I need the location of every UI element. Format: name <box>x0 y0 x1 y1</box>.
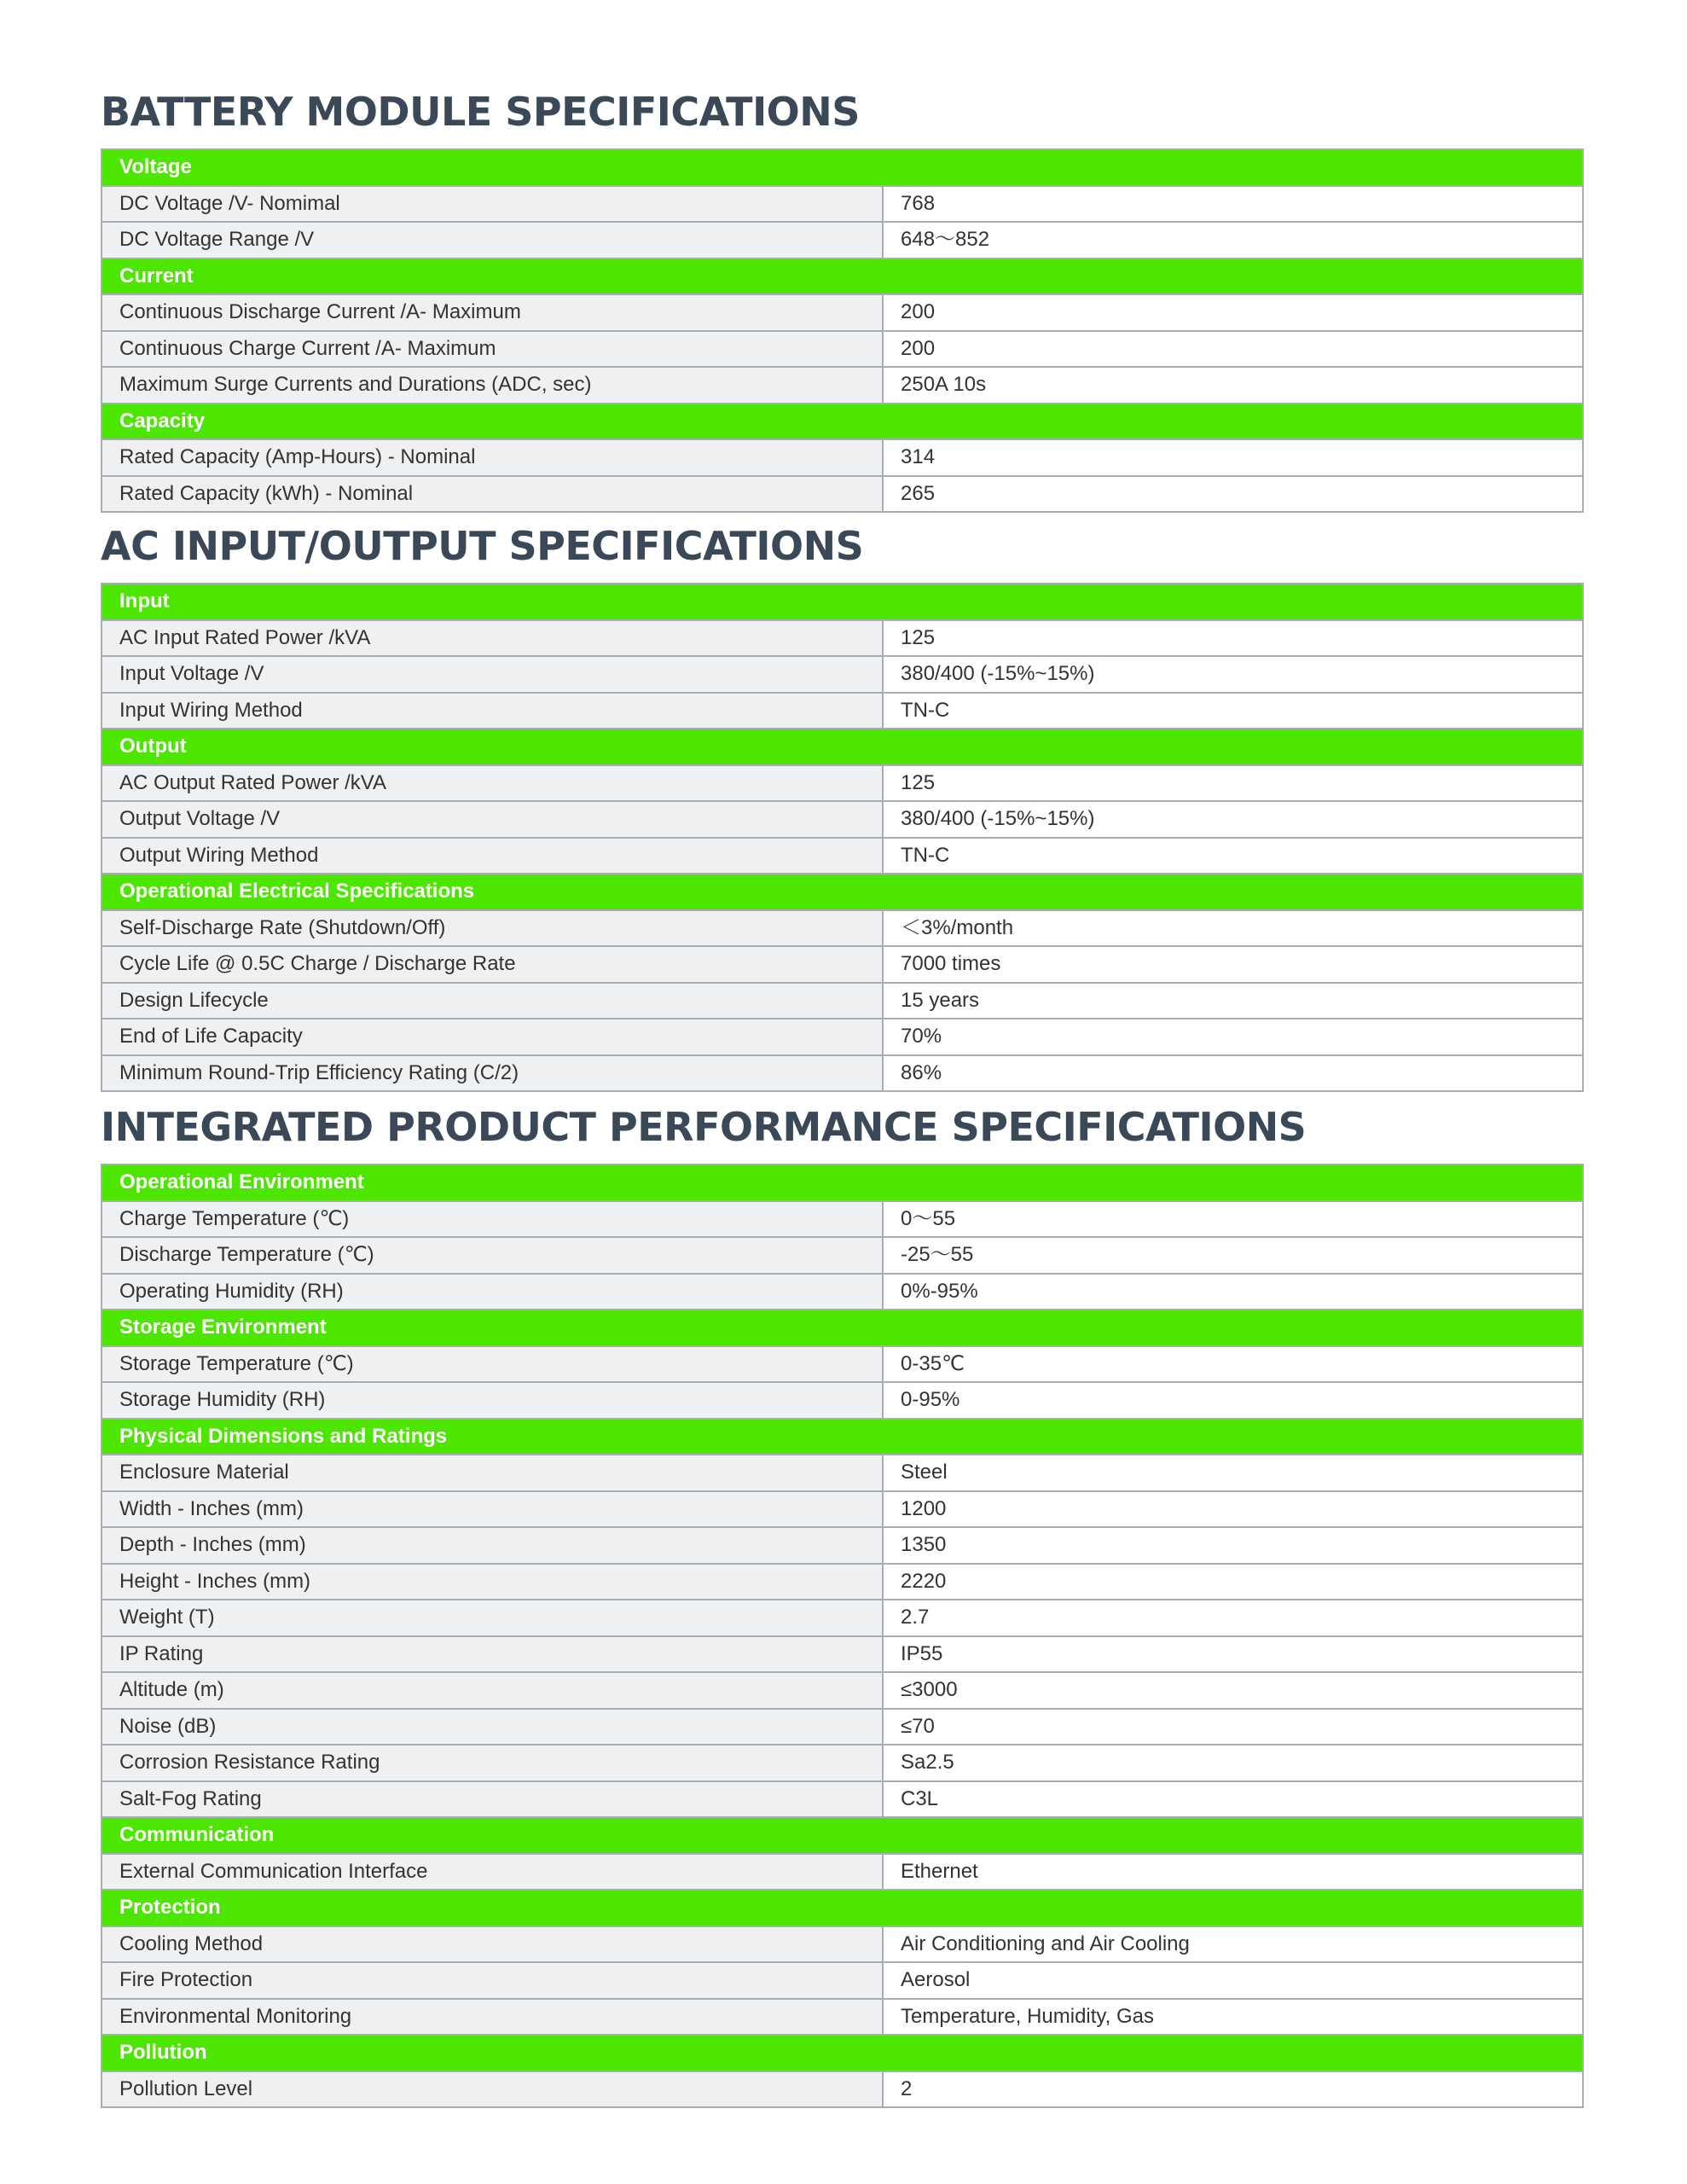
spec-value: TN-C <box>884 694 1582 729</box>
spec-label: Minimum Round-Trip Efficiency Rating (C/2) <box>102 1056 884 1091</box>
group-header-row <box>102 1420 1582 1456</box>
spec-row <box>102 1710 1582 1746</box>
spec-value: 0%-95% <box>884 1275 1582 1310</box>
spec-row <box>102 1383 1582 1420</box>
spec-value: ≤3000 <box>884 1673 1582 1708</box>
spec-row <box>102 1963 1582 2000</box>
spec-value: Air Conditioning and Air Cooling <box>884 1927 1582 1962</box>
spec-label: AC Input Rated Power /kVA <box>102 621 884 656</box>
spec-value: Sa2.5 <box>884 1745 1582 1780</box>
spec-value: 314 <box>884 440 1582 475</box>
spec-value: 86% <box>884 1056 1582 1091</box>
spec-row <box>102 657 1582 694</box>
spec-value: 125 <box>884 766 1582 801</box>
spec-row <box>102 1347 1582 1384</box>
spec-label: Maximum Surge Currents and Durations (ADC, sec) <box>102 368 884 403</box>
spec-row <box>102 984 1582 1020</box>
spec-value: 768 <box>884 187 1582 222</box>
spec-row <box>102 1855 1582 1891</box>
spec-label: Height - Inches (mm) <box>102 1565 884 1600</box>
spec-row <box>102 1275 1582 1311</box>
section-ac-input-output <box>101 509 1584 1092</box>
spec-value: 200 <box>884 332 1582 367</box>
spec-value: Aerosol <box>884 1963 1582 1998</box>
spec-row <box>102 477 1582 514</box>
spec-row <box>102 1565 1582 1601</box>
spec-row <box>102 1782 1582 1819</box>
group-header-label: Output <box>119 735 187 758</box>
spec-label: External Communication Interface <box>102 1855 884 1890</box>
group-header-row <box>102 1891 1582 1927</box>
spec-label: Altitude (m) <box>102 1673 884 1708</box>
spec-row <box>102 295 1582 332</box>
spec-value: 380/400 (-15%~15%) <box>884 802 1582 837</box>
spec-row <box>102 1202 1582 1239</box>
spec-label: Rated Capacity (kWh) - Nominal <box>102 477 884 512</box>
spec-label: Storage Humidity (RH) <box>102 1383 884 1418</box>
spec-label: Weight (T) <box>102 1600 884 1635</box>
spec-value: 15 years <box>884 984 1582 1019</box>
spec-label: Charge Temperature (℃) <box>102 1202 884 1237</box>
group-header-row <box>102 1818 1582 1855</box>
spec-label: Cycle Life @ 0.5C Charge / Discharge Rate <box>102 947 884 982</box>
spec-label: Depth - Inches (mm) <box>102 1528 884 1563</box>
spec-label: Environmental Monitoring <box>102 2000 884 2035</box>
spec-table <box>101 1164 1584 2108</box>
spec-value: TN-C <box>884 839 1582 874</box>
spec-table <box>101 148 1584 513</box>
spec-row <box>102 1238 1582 1275</box>
group-header-label: Operational Electrical Specifications <box>119 880 475 903</box>
spec-label: IP Rating <box>102 1637 884 1672</box>
spec-label: Operating Humidity (RH) <box>102 1275 884 1310</box>
section-integrated-performance <box>101 1090 1584 2108</box>
section-title: INTEGRATED PRODUCT PERFORMANCE SPECIFICATIONS <box>101 1104 1307 1150</box>
spec-row <box>102 2000 1582 2036</box>
spec-label: Rated Capacity (Amp-Hours) - Nominal <box>102 440 884 475</box>
spec-value: Ethernet <box>884 1855 1582 1890</box>
spec-row <box>102 1927 1582 1964</box>
spec-label: Enclosure Material <box>102 1455 884 1490</box>
spec-value: 2220 <box>884 1565 1582 1600</box>
spec-label: Input Wiring Method <box>102 694 884 729</box>
spec-row <box>102 621 1582 658</box>
spec-row <box>102 839 1582 875</box>
spec-value: 2.7 <box>884 1600 1582 1635</box>
spec-label: Fire Protection <box>102 1963 884 1998</box>
group-header-row <box>102 2036 1582 2072</box>
spec-row <box>102 1056 1582 1093</box>
spec-value: 2 <box>884 2072 1582 2107</box>
section-title: BATTERY MODULE SPECIFICATIONS <box>101 89 860 135</box>
group-header-label: Pollution <box>119 2041 207 2064</box>
spec-label: Corrosion Resistance Rating <box>102 1745 884 1780</box>
spec-value: ≤70 <box>884 1710 1582 1745</box>
spec-value: ＜3%/month <box>884 911 1582 946</box>
group-header-label: Protection <box>119 1896 221 1919</box>
spec-label: Cooling Method <box>102 1927 884 1962</box>
group-header-label: Capacity <box>119 409 206 433</box>
spec-value: 0～55 <box>884 1202 1582 1237</box>
spec-value: 70% <box>884 1019 1582 1054</box>
spec-label: Salt-Fog Rating <box>102 1782 884 1817</box>
spec-label: Storage Temperature (℃) <box>102 1347 884 1382</box>
spec-value: 1200 <box>884 1492 1582 1527</box>
spec-value: 125 <box>884 621 1582 656</box>
spec-value: 0-95% <box>884 1383 1582 1418</box>
spec-row <box>102 947 1582 984</box>
group-header-label: Voltage <box>119 155 192 178</box>
spec-label: End of Life Capacity <box>102 1019 884 1054</box>
spec-value: 265 <box>884 477 1582 512</box>
spec-row <box>102 1745 1582 1782</box>
group-header-row <box>102 150 1582 187</box>
spec-value: 200 <box>884 295 1582 330</box>
group-header-row <box>102 1310 1582 1347</box>
spec-label: Input Voltage /V <box>102 657 884 692</box>
spec-label: AC Output Rated Power /kVA <box>102 766 884 801</box>
spec-row <box>102 368 1582 404</box>
spec-table <box>101 583 1584 1092</box>
spec-row <box>102 1600 1582 1637</box>
spec-label: Noise (dB) <box>102 1710 884 1745</box>
spec-row <box>102 694 1582 730</box>
spec-row <box>102 1019 1582 1056</box>
spec-row <box>102 911 1582 948</box>
group-header-row <box>102 584 1582 621</box>
spec-value: C3L <box>884 1782 1582 1817</box>
group-header-label: Storage Environment <box>119 1316 327 1339</box>
spec-row <box>102 802 1582 839</box>
group-header-row <box>102 1165 1582 1202</box>
spec-value: 1350 <box>884 1528 1582 1563</box>
spec-label: Output Voltage /V <box>102 802 884 837</box>
spec-value: -25～55 <box>884 1238 1582 1273</box>
spec-row <box>102 223 1582 259</box>
spec-label: Design Lifecycle <box>102 984 884 1019</box>
group-header-row <box>102 404 1582 441</box>
spec-label: Output Wiring Method <box>102 839 884 874</box>
group-header-row <box>102 259 1582 296</box>
spec-value: Temperature, Humidity, Gas <box>884 2000 1582 2035</box>
spec-row <box>102 2072 1582 2109</box>
spec-row <box>102 1637 1582 1674</box>
group-header-label: Physical Dimensions and Ratings <box>119 1424 448 1448</box>
spec-label: Self-Discharge Rate (Shutdown/Off) <box>102 911 884 946</box>
spec-label: DC Voltage /V- Nomimal <box>102 187 884 222</box>
section-battery-module <box>101 75 1584 513</box>
spec-value: 0-35℃ <box>884 1347 1582 1382</box>
spec-label: Discharge Temperature (℃) <box>102 1238 884 1273</box>
spec-row <box>102 1528 1582 1565</box>
spec-value: 648～852 <box>884 223 1582 258</box>
spec-label: Continuous Discharge Current /A- Maximum <box>102 295 884 330</box>
spec-label: Pollution Level <box>102 2072 884 2107</box>
spec-value: 380/400 (-15%~15%) <box>884 657 1582 692</box>
spec-row <box>102 1673 1582 1710</box>
spec-label: DC Voltage Range /V <box>102 223 884 258</box>
spec-value: IP55 <box>884 1637 1582 1672</box>
spec-value: Steel <box>884 1455 1582 1490</box>
spec-value: 7000 times <box>884 947 1582 982</box>
group-header-row <box>102 874 1582 911</box>
spec-row <box>102 440 1582 477</box>
group-header-row <box>102 729 1582 766</box>
spec-row <box>102 1455 1582 1492</box>
spec-value: 250A 10s <box>884 368 1582 403</box>
spec-label: Width - Inches (mm) <box>102 1492 884 1527</box>
group-header-label: Input <box>119 590 170 613</box>
spec-row <box>102 187 1582 224</box>
group-header-label: Operational Environment <box>119 1170 364 1194</box>
spec-row <box>102 1492 1582 1529</box>
spec-row <box>102 766 1582 803</box>
spec-row <box>102 332 1582 369</box>
group-header-label: Current <box>119 264 194 288</box>
spec-label: Continuous Charge Current /A- Maximum <box>102 332 884 367</box>
section-title: AC INPUT/OUTPUT SPECIFICATIONS <box>101 523 864 569</box>
group-header-label: Communication <box>119 1823 275 1846</box>
